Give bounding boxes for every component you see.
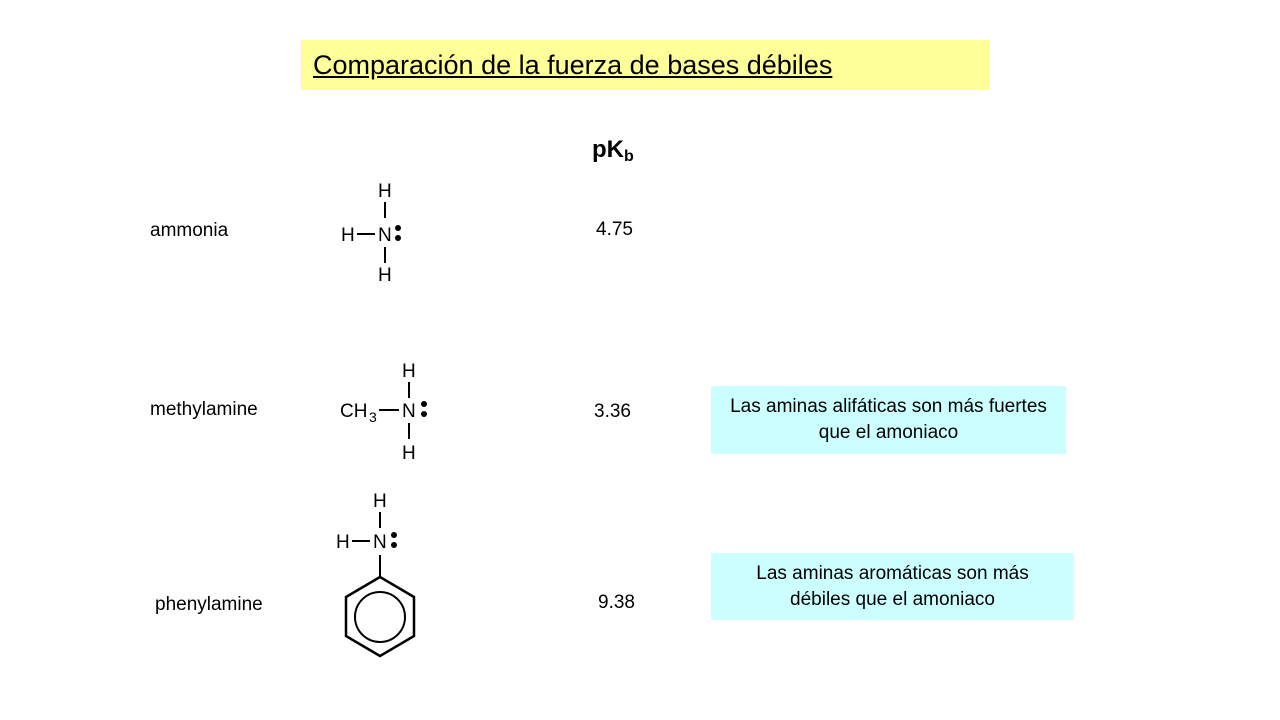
lone-pair-dot (391, 532, 397, 538)
pkb-value-phenylamine: 9.38 (598, 592, 635, 613)
lone-pair-dot (421, 401, 427, 407)
atom-n: N (378, 225, 392, 246)
lone-pair-dot (391, 542, 397, 548)
pkb-header-main: pK (592, 136, 624, 163)
note-aliphatic-text: Las aminas alifáticas son más fuertes que el amoniaco (730, 396, 1047, 443)
lone-pair-dot (395, 225, 401, 231)
note-aromatic-text: Las aminas aromáticas son más débiles que el amoniaco (756, 562, 1029, 610)
lone-pair-dot (395, 235, 401, 241)
atom-ch: CH (340, 401, 368, 422)
benzene-ring (346, 577, 414, 656)
lone-pair-dot (421, 411, 427, 417)
atom-h-left: H (341, 225, 355, 246)
atom-h-left: H (336, 532, 350, 553)
phenylamine-structure (330, 485, 430, 665)
atom-h-bottom: H (402, 443, 416, 464)
atom-ch3-subscript: 3 (369, 409, 377, 425)
compound-name-methylamine: methylamine (150, 399, 258, 420)
methylamine-structure (338, 355, 448, 470)
pkb-header-subscript: b (624, 148, 634, 165)
atom-h-top: H (402, 361, 416, 382)
aromatic-circle (355, 592, 405, 642)
atom-n: N (373, 532, 387, 553)
page-title: Comparación de la fuerza de bases débiles (313, 50, 833, 80)
title-banner (301, 40, 989, 90)
note-aliphatic-amines (711, 386, 1066, 454)
pkb-value-ammonia: 4.75 (596, 219, 633, 240)
atom-h-top: H (373, 491, 387, 512)
atom-n: N (402, 401, 416, 422)
compound-name-phenylamine: phenylamine (155, 594, 263, 615)
pkb-value-methylamine: 3.36 (594, 401, 631, 422)
note-aromatic-amines (711, 553, 1074, 620)
ammonia-structure (330, 175, 420, 290)
pkb-column-header (592, 136, 634, 166)
atom-h-top: H (378, 181, 392, 202)
atom-h-bottom: H (378, 265, 392, 286)
compound-name-ammonia: ammonia (150, 220, 229, 241)
